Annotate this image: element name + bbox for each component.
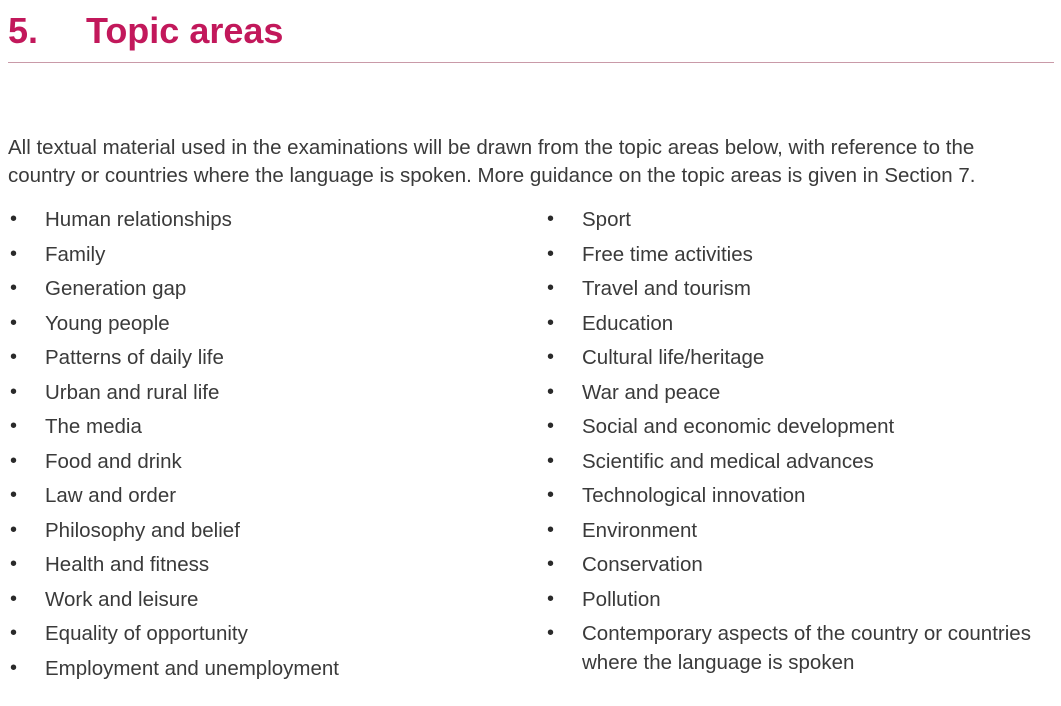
bullet-icon: • [547, 553, 555, 575]
topic-label: Generation gap [45, 277, 187, 300]
topic-list-item [8, 343, 528, 372]
bullet-icon: • [547, 208, 555, 230]
bullet-icon: • [10, 553, 18, 575]
topic-label: Employment and unemployment [45, 656, 339, 680]
topic-list-item [545, 447, 1055, 476]
bullet-icon: • [547, 346, 555, 368]
topic-list-item [8, 619, 528, 648]
topic-list-item [8, 274, 528, 303]
topic-label: Young people [45, 311, 170, 335]
topic-list-item [545, 516, 1055, 545]
topic-list-item [8, 585, 528, 614]
bullet-icon: • [547, 622, 555, 644]
heading-divider [8, 62, 1054, 63]
topic-list-item [8, 516, 528, 545]
section-title: Topic areas [86, 10, 284, 51]
topic-list-item [545, 412, 1055, 441]
bullet-icon: • [10, 622, 18, 644]
topic-label: The media [45, 415, 142, 438]
bullet-icon: • [547, 242, 555, 265]
section-number: 5. [8, 10, 39, 51]
bullet-icon: • [10, 656, 18, 679]
topic-label: War and peace [582, 380, 721, 404]
bullet-icon: • [10, 587, 18, 610]
topic-label: Work and leisure [45, 587, 199, 611]
topic-label: Social and economic development [582, 415, 895, 438]
topic-list-item [8, 205, 528, 234]
topic-list-item [545, 619, 1055, 677]
topic-list-item [545, 205, 1055, 234]
topic-list-item [545, 585, 1055, 614]
topic-list-item [545, 309, 1055, 338]
bullet-icon: • [10, 449, 18, 472]
topic-list-item [8, 550, 528, 579]
bullet-icon: • [10, 518, 18, 541]
topic-list-item [8, 240, 528, 269]
bullet-icon: • [547, 311, 555, 334]
bullet-icon: • [547, 277, 555, 299]
topic-list-item [545, 240, 1055, 269]
topic-label: Urban and rural life [45, 380, 220, 404]
topic-list-right [545, 205, 1055, 683]
bullet-icon: • [10, 208, 18, 230]
topic-label: Education [582, 311, 674, 335]
topic-label: Sport [582, 208, 631, 231]
topic-list-item [545, 550, 1055, 579]
bullet-icon: • [10, 311, 18, 334]
bullet-icon: • [10, 415, 18, 437]
topic-label: Scientific and medical advances [582, 449, 874, 473]
topic-list-item [8, 412, 528, 441]
topic-label: Health and fitness [45, 553, 210, 576]
topic-label: Free time activities [582, 242, 753, 266]
topic-list-item [8, 654, 528, 683]
bullet-icon: • [10, 346, 18, 368]
topic-list-item [8, 481, 528, 510]
bullet-icon: • [547, 587, 555, 610]
topic-label: Food and drink [45, 449, 182, 473]
topic-list-item [545, 481, 1055, 510]
section-heading [8, 9, 283, 53]
intro-paragraph: All textual material used in the examinations will be drawn from the topic areas below, with reference to the country or countries where the language is spoken. More guidance on the topic areas is given in Section 7. [8, 135, 976, 187]
topic-label: Philosophy and belief [45, 518, 240, 542]
bullet-icon: • [10, 242, 18, 265]
bullet-icon: • [547, 449, 555, 472]
topic-label: Travel and tourism [582, 277, 751, 300]
topic-label: Environment [582, 518, 698, 542]
topic-label: Patterns of daily life [45, 346, 224, 369]
bullet-icon: • [10, 380, 18, 403]
topic-label: Family [45, 242, 106, 266]
topic-label: Law and order [45, 484, 177, 507]
topic-label: Human relationships [45, 208, 232, 231]
bullet-icon: • [547, 484, 555, 506]
topic-label: Equality of opportunity [45, 622, 248, 645]
topic-list-left [8, 205, 528, 688]
topic-list-item [545, 343, 1055, 372]
bullet-icon: • [547, 380, 555, 403]
topic-label: Contemporary aspects of the country or countries where the language is spoken [582, 622, 1031, 674]
topic-label: Technological innovation [582, 484, 806, 507]
bullet-icon: • [547, 518, 555, 541]
topic-label: Pollution [582, 587, 661, 611]
topic-list-item [8, 447, 528, 476]
topic-label: Conservation [582, 553, 703, 576]
topic-list-item [8, 378, 528, 407]
topic-label: Cultural life/heritage [582, 346, 765, 369]
topic-list-item [545, 274, 1055, 303]
bullet-icon: • [10, 484, 18, 506]
topic-list-item [545, 378, 1055, 407]
topic-list-item [8, 309, 528, 338]
bullet-icon: • [10, 277, 18, 299]
bullet-icon: • [547, 415, 555, 437]
